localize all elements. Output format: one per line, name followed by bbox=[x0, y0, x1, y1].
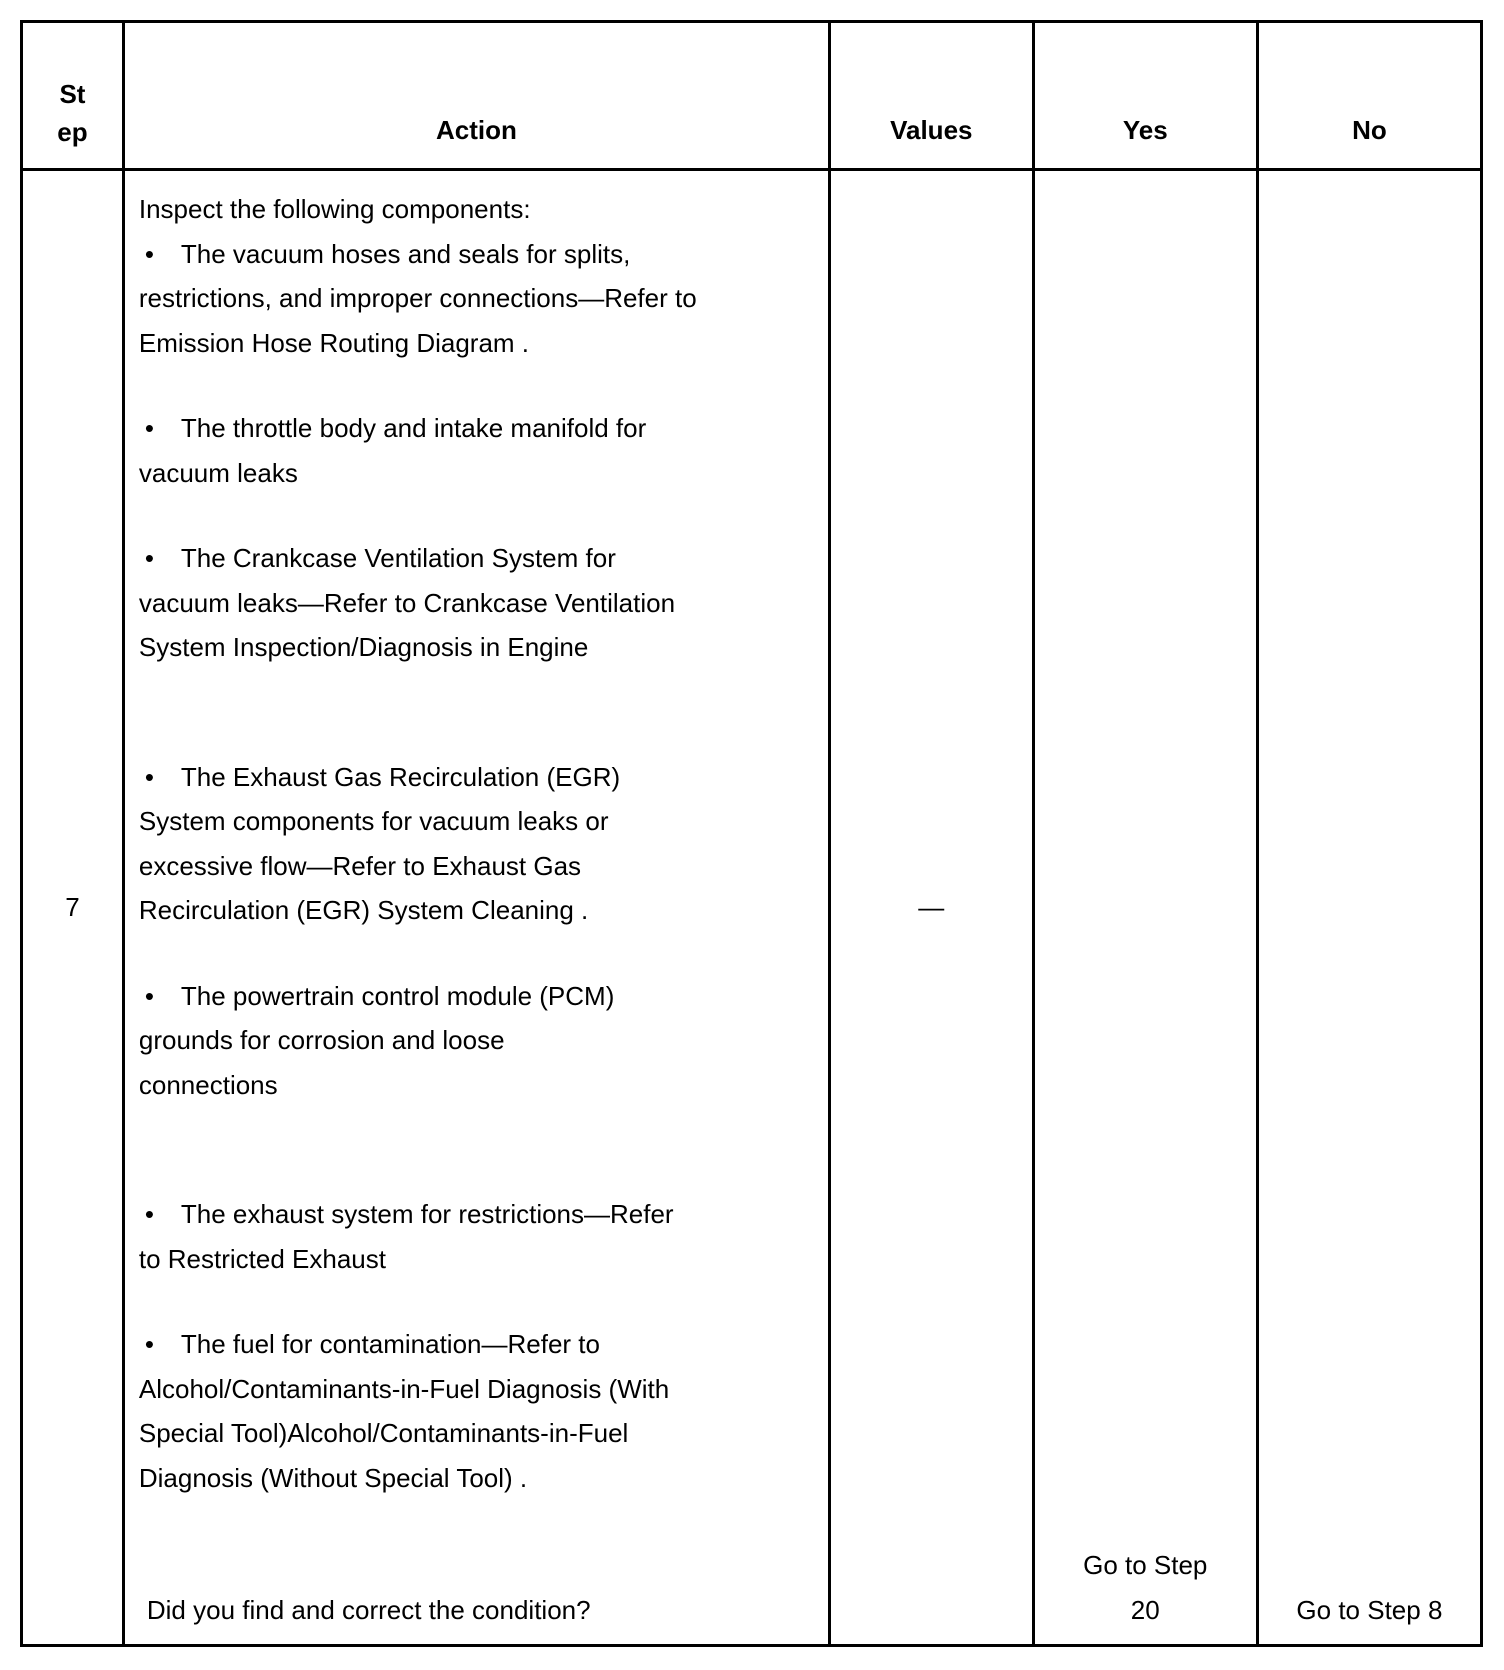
header-step-line2: ep bbox=[57, 117, 88, 147]
action-item: • The exhaust system for restrictions—Refer to Restricted Exhaust bbox=[139, 1192, 814, 1281]
step-row bbox=[22, 170, 1482, 1646]
bullet-icon: • bbox=[144, 238, 154, 269]
action-question: Did you find and correct the condition? bbox=[146, 1594, 591, 1625]
bullet-icon: • bbox=[144, 980, 154, 1011]
header-yes: Yes bbox=[1033, 22, 1257, 170]
action-item: • The throttle body and intake manifold for vacuum leaks bbox=[139, 406, 814, 495]
action-item: • The Crankcase Ventilation System for vacuum leaks—Refer to Crankcase Ventilation System Inspection/Diagnosis in Engine bbox=[139, 536, 814, 670]
diagnostic-table bbox=[20, 20, 1483, 1647]
no-text: Go to Step 8 bbox=[1296, 1594, 1443, 1625]
yes-line1: Go to Step bbox=[1083, 1550, 1208, 1580]
bullet-icon: • bbox=[144, 1199, 154, 1229]
action-item: • The fuel for contamination—Refer to Alcohol/Contaminants-in-Fuel Diagnosis (With Special Tool)Alcohol/Contaminants-in-Fuel Diagnosis (Without Special Tool) . bbox=[139, 1322, 814, 1500]
header-step bbox=[22, 22, 124, 170]
header-no: No bbox=[1257, 22, 1481, 170]
bullet-icon: • bbox=[144, 1329, 154, 1359]
no-cell bbox=[1257, 170, 1481, 1646]
bullet-icon: • bbox=[144, 413, 154, 443]
header-values: Values bbox=[829, 22, 1033, 170]
yes-cell bbox=[1033, 170, 1257, 1646]
bullet-icon: • bbox=[144, 761, 154, 792]
header-action: Action bbox=[123, 22, 829, 170]
header-row bbox=[22, 22, 1482, 170]
action-item: • The powertrain control module (PCM) grounds for corrosion and loose connections bbox=[139, 974, 814, 1108]
action-item: • The vacuum hoses and seals for splits, restrictions, and improper connections—Refer to Emission Hose Routing Diagram . bbox=[139, 232, 814, 366]
yes-line2: 20 bbox=[1130, 1594, 1160, 1625]
bullet-icon: • bbox=[144, 543, 154, 573]
action-intro: Inspect the following components: bbox=[138, 194, 531, 224]
step-number: 7 bbox=[22, 170, 124, 1646]
action-cell bbox=[123, 170, 829, 1646]
header-step-line1: St bbox=[59, 79, 86, 109]
values-cell: — bbox=[829, 170, 1033, 1646]
action-item: • The Exhaust Gas Recirculation (EGR) System components for vacuum leaks or excessive flow—Refer to Exhaust Gas Recirculation (EGR) System Cleaning . bbox=[139, 755, 814, 933]
